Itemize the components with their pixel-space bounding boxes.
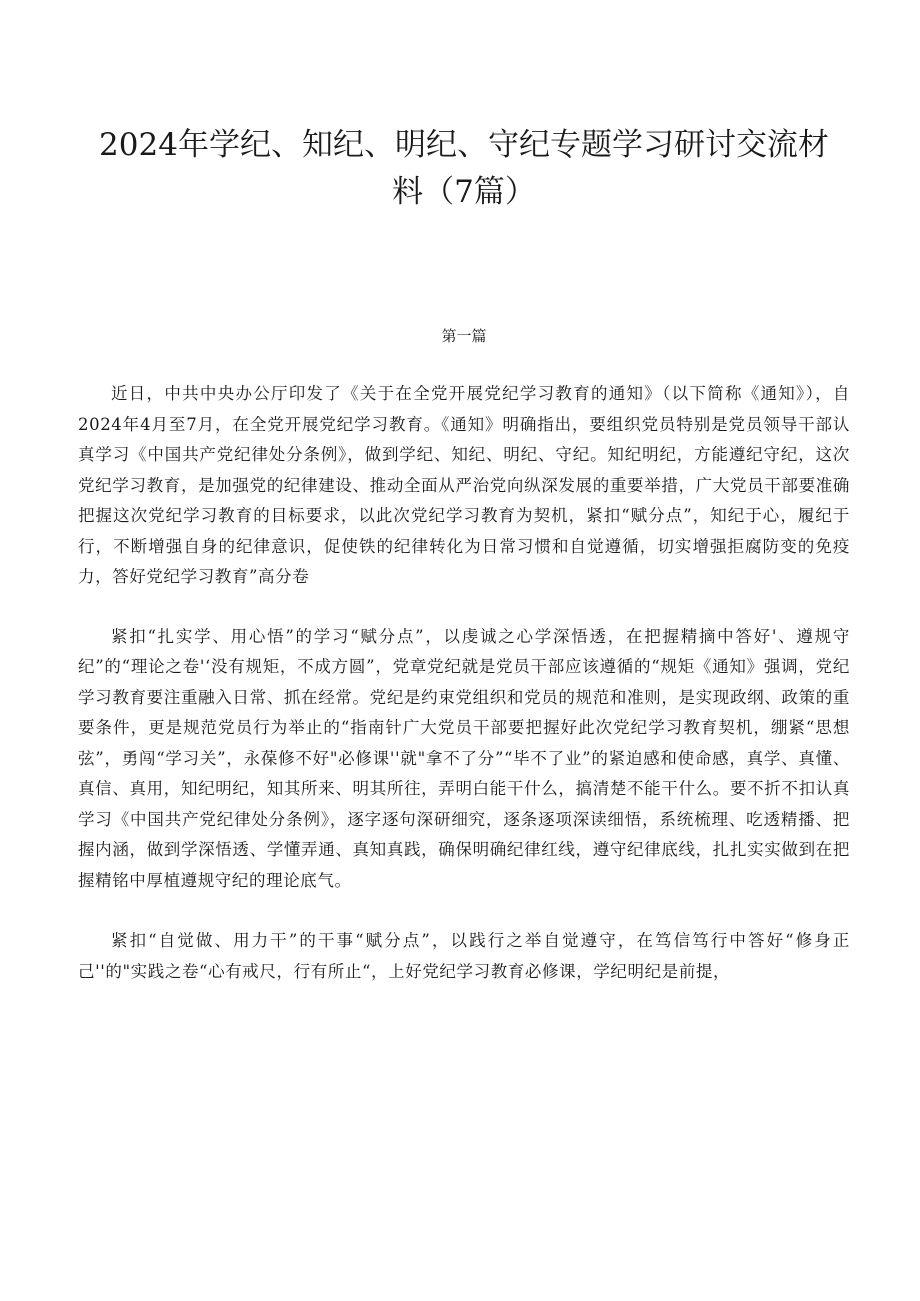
paragraph-2: 紧扣“扎实学、用心悟”的学习“赋分点”，以虔诚之心学深悟透，在把握精摘中答好'、遵规守纪”的“理论之卷'‘没有规矩，不成方圆”，党章党纪就是党员干部应该遵循的“规矩《通知》强调，党纪学习教育要注重融入日常、抓在经常。党纪是约束党组织和党员的规范和准则，是实现政纲、政策的重要条件，更是规范党员行为举止的“指南针广大党员干部要把握好此次党纪学习教育契机，绷紧“思想弦”，勇闯“学习关”，永葆修不好"必修课''就"拿不了分”“毕不了业”的紧迫感和使命感，真学、真懂、真信、真用，知纪明纪，知其所来、明其所往，弄明白能干什么，搞清楚不能干什么。要不折不扣认真学习《中国共产党纪律处分条例》，逐字逐句深研细究，逐条逐项深读细悟，系统梳理、吃透精播、把握内涵，做到学深悟透、学懂弄通、真知真践，确保明确纪律红线，遵守纪律底线，扎扎实实做到在把握精铭中厚植遵规守纪的理论底气。 xyxy=(78,626,850,890)
document-title: 2024年学纪、知纪、明纪、守纪专题学习研讨交流材料（7篇） xyxy=(99,127,829,210)
paragraph-1: 近日，中共中央办公厅印发了《关于在全党开展党纪学习教育的通知》（以下简称《通知》），自2024年4月至7月，在全党开展党纪学习教育。《通知》明确指出，要组织党员特别是党员领导干部认真学习《中国共产党纪律处分条例》，做到学纪、知纪、明纪、守纪。知纪明纪，方能遵纪守纪，这次党纪学习教育，是加强党的纪律建设、推动全面从严治党向纵深发展的重要举措，广大党员干部要准确把握这次党纪学习教育的目标要求，以此次党纪学习教育为契机，紧扣“赋分点”，知纪于心，履纪于行，不断增强自身的纪律意识，促使铁的纪律转化为日常习惯和自觉遵循，切实增强拒腐防变的免疫力，答好党纪学习教育”高分卷 xyxy=(78,384,850,586)
section-heading: 第一篇 xyxy=(441,327,487,345)
paragraph-3: 紧扣“自觉做、用力干”的干事“赋分点”，以践行之举自觉遵守，在笃信笃行中答好“修身正己''的"实践之卷“心有戒尺，行有所止“，上好党纪学习教育必修课，学纪明纪是前提， xyxy=(78,931,850,981)
